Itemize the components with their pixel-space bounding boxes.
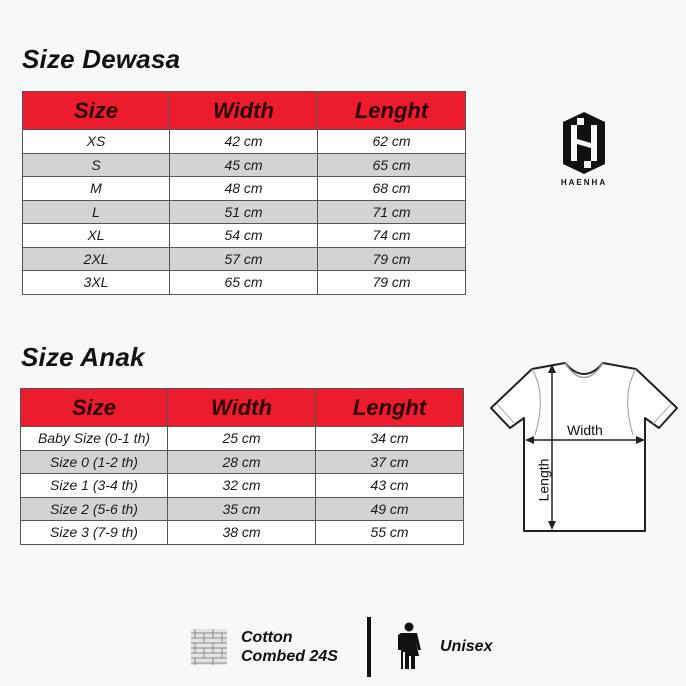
- size-cell: M: [23, 177, 170, 201]
- width-cell: 32 cm: [168, 474, 316, 498]
- kids-size-table: [20, 388, 464, 545]
- table-row: [21, 521, 464, 545]
- width-cell: 35 cm: [168, 497, 316, 521]
- header-length: Lenght: [316, 389, 464, 427]
- length-cell: 79 cm: [318, 247, 466, 271]
- tshirt-diagram: [487, 360, 682, 535]
- unisex-person-icon: [396, 622, 422, 670]
- length-label: Length: [535, 458, 552, 502]
- table-row: [23, 200, 466, 224]
- header-size: Size: [23, 92, 170, 130]
- size-cell: Size 3 (7-9 th): [21, 521, 168, 545]
- width-label: Width: [567, 422, 603, 438]
- table-row: [21, 450, 464, 474]
- width-cell: 25 cm: [168, 427, 316, 451]
- table-header-row: [21, 389, 464, 427]
- width-cell: 54 cm: [170, 224, 318, 248]
- header-width: Width: [168, 389, 316, 427]
- gender-info: [396, 622, 492, 670]
- tshirt-icon: [487, 360, 682, 535]
- width-cell: 51 cm: [170, 200, 318, 224]
- adult-size-title: Size Dewasa: [22, 44, 181, 74]
- size-cell: Size 1 (3-4 th): [21, 474, 168, 498]
- length-cell: 34 cm: [316, 427, 464, 451]
- brand-logo: [556, 112, 612, 192]
- size-cell: 3XL: [23, 271, 170, 295]
- length-cell: 43 cm: [316, 474, 464, 498]
- length-cell: 65 cm: [318, 153, 466, 177]
- table-row: [21, 427, 464, 451]
- header-size: Size: [21, 389, 168, 427]
- width-cell: 57 cm: [170, 247, 318, 271]
- size-cell: XL: [23, 224, 170, 248]
- size-cell: S: [23, 153, 170, 177]
- table-row: [23, 177, 466, 201]
- table-row: [23, 130, 466, 154]
- length-cell: 62 cm: [318, 130, 466, 154]
- length-cell: 68 cm: [318, 177, 466, 201]
- length-cell: 49 cm: [316, 497, 464, 521]
- width-cell: 48 cm: [170, 177, 318, 201]
- length-cell: 74 cm: [318, 224, 466, 248]
- header-width: Width: [170, 92, 318, 130]
- size-cell: 2XL: [23, 247, 170, 271]
- brand-name: HAENHA: [560, 178, 608, 187]
- table-row: [23, 271, 466, 295]
- size-cell: XS: [23, 130, 170, 154]
- header-length: Lenght: [318, 92, 466, 130]
- kids-size-title: Size Anak: [21, 342, 145, 372]
- size-cell: Size 0 (1-2 th): [21, 450, 168, 474]
- length-cell: 79 cm: [318, 271, 466, 295]
- table-row: [21, 497, 464, 521]
- length-cell: 71 cm: [318, 200, 466, 224]
- length-cell: 37 cm: [316, 450, 464, 474]
- width-cell: 28 cm: [168, 450, 316, 474]
- size-cell: Size 2 (5-6 th): [21, 497, 168, 521]
- width-cell: 45 cm: [170, 153, 318, 177]
- table-header-row: [23, 92, 466, 130]
- material-line-1: Cotton: [241, 629, 293, 646]
- footer-divider: [367, 617, 371, 677]
- width-cell: 38 cm: [168, 521, 316, 545]
- haenha-logo-icon: [563, 112, 605, 174]
- adult-size-table: [22, 91, 466, 295]
- width-cell: 65 cm: [170, 271, 318, 295]
- size-cell: L: [23, 200, 170, 224]
- table-row: [23, 247, 466, 271]
- gender-label: Unisex: [440, 637, 493, 655]
- table-row: [21, 474, 464, 498]
- width-cell: 42 cm: [170, 130, 318, 154]
- fabric-weave-icon: [191, 629, 227, 665]
- material-info: [191, 628, 338, 666]
- table-row: [23, 224, 466, 248]
- length-cell: 55 cm: [316, 521, 464, 545]
- material-line-2: Combed 24S: [241, 648, 338, 665]
- size-cell: Baby Size (0-1 th): [21, 427, 168, 451]
- table-row: [23, 153, 466, 177]
